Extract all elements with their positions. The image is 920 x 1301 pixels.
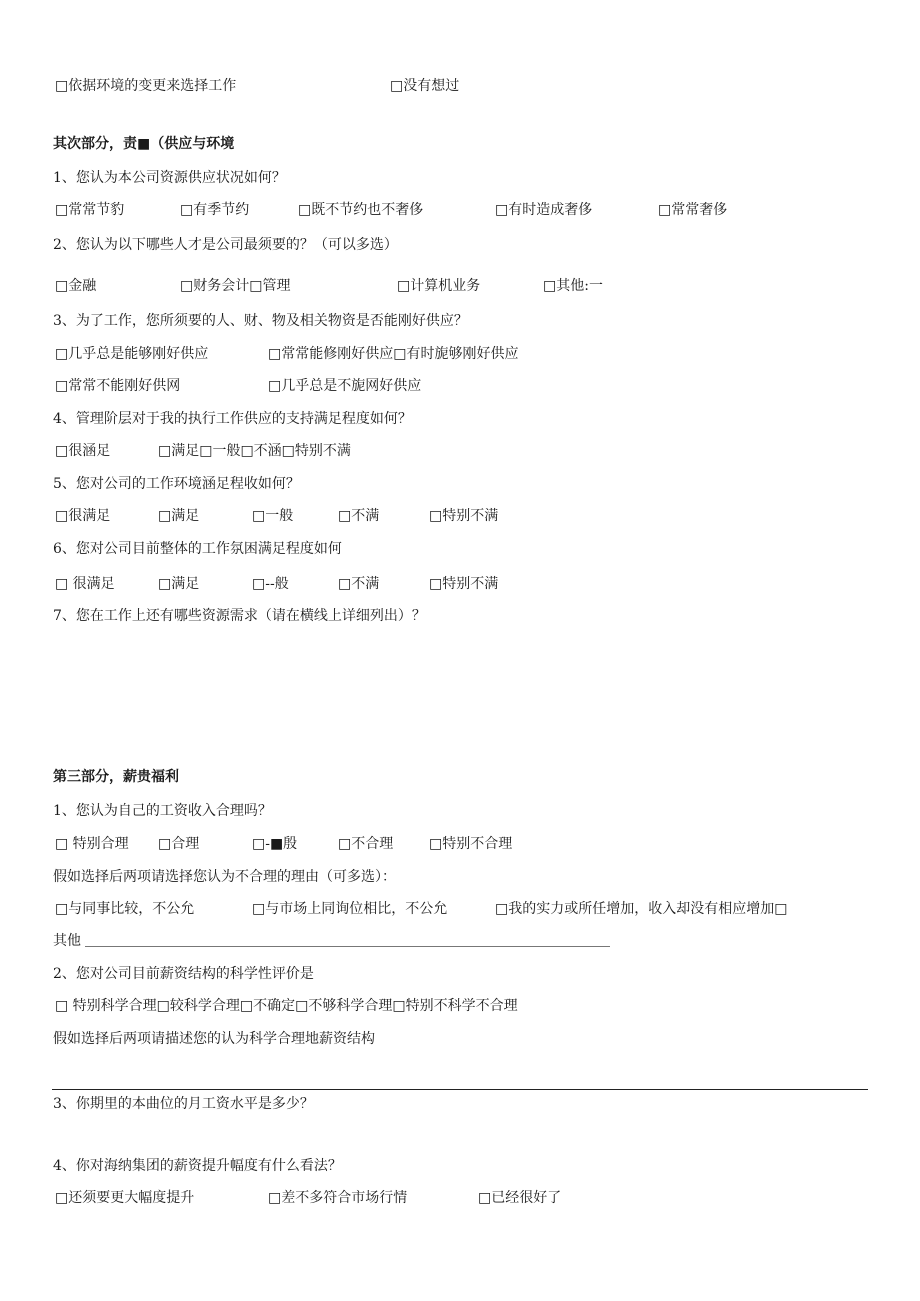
s3-q2-answer-line[interactable] xyxy=(52,1089,868,1090)
s3-q4-option[interactable]: □已经很好了 xyxy=(478,1190,562,1206)
s2-q6-text: 6、您对公司目前整体的工作氛困满足程度如何 xyxy=(53,541,342,557)
s3-q2-followup: 假如选择后两项请描述您的认为科学合理地薪资结构 xyxy=(53,1031,375,1047)
s3-q2-options[interactable]: □ 特别科学合理□较科学合理□不确定□不够科学合理□特别不科学不合理 xyxy=(55,998,518,1014)
s2-q2-option[interactable]: □其他:一 xyxy=(543,278,603,294)
s2-q3-option[interactable]: □几乎总是不旎网好供应 xyxy=(268,378,422,394)
section2-heading: 其次部分，责■（供应与环境 xyxy=(53,136,235,152)
s2-q2-option[interactable]: □计算机业务 xyxy=(397,278,481,294)
s2-q5-option[interactable]: □不满 xyxy=(338,508,380,524)
s2-q4-text: 4、管理阶层对于我的执行工作供应的支持满足程度如何？ xyxy=(53,411,412,427)
s2-q5-option[interactable]: □满足 xyxy=(158,508,200,524)
s2-q6-option[interactable]: □--般 xyxy=(252,576,289,592)
s2-q2-option[interactable]: □财务会计□管理 xyxy=(180,278,291,294)
s2-q1-option[interactable]: □常常节豹 xyxy=(55,202,125,218)
s2-q5-option[interactable]: □一般 xyxy=(252,508,294,524)
s3-q1-option[interactable]: □特别不合理 xyxy=(429,836,513,852)
s2-q6-option[interactable]: □ 很满足 xyxy=(55,576,115,592)
s2-q6-option[interactable]: □不满 xyxy=(338,576,380,592)
s3-q1-option[interactable]: □ 特别合理 xyxy=(55,836,129,852)
s2-q3-option[interactable]: □常常不能刚好供网 xyxy=(55,378,181,394)
s2-q1-text: 1、您认为本公司资源供应状况如何？ xyxy=(53,170,286,186)
s3-q1-other-line[interactable] xyxy=(85,946,610,947)
s2-q3-text: 3、为了工作，您所须要的人、财、物及相关物资是否能刚好供应？ xyxy=(53,313,468,329)
s3-q1-reason[interactable]: □与市场上同询位相比，不公允 xyxy=(252,901,448,917)
s2-q1-option[interactable]: □有时造成奢侈 xyxy=(495,202,593,218)
s3-q1-reason[interactable]: □我的实力或所任增加，收入却没有相应增加□ xyxy=(495,901,788,917)
s3-q1-option[interactable]: □合理 xyxy=(158,836,200,852)
s3-q4-option[interactable]: □还须要更大幅度提升 xyxy=(55,1190,195,1206)
s2-q5-option[interactable]: □很满足 xyxy=(55,508,111,524)
s3-q1-other-label: 其他 xyxy=(53,933,81,949)
s2-q6-option[interactable]: □满足 xyxy=(158,576,200,592)
s3-q4-text: 4、你对海纳集团的薪资提升幅度有什么看法？ xyxy=(53,1158,342,1174)
s2-q1-option[interactable]: □既不节约也不奢侈 xyxy=(298,202,424,218)
s2-q3-option[interactable]: □几乎总是能够刚好供应 xyxy=(55,346,209,362)
option-change-job[interactable]: □依据环境的变更来选择工作 xyxy=(55,78,237,94)
s3-q1-followup: 假如选择后两项请选择您认为不合理的理由（可多选）： xyxy=(53,869,396,885)
s2-q1-option[interactable]: □有季节约 xyxy=(180,202,250,218)
section3-heading: 第三部分，薪贵福利 xyxy=(53,769,179,785)
s2-q1-option[interactable]: □常常奢侈 xyxy=(658,202,728,218)
s3-q1-option[interactable]: □-■殷 xyxy=(252,836,298,852)
option-never-thought[interactable]: □没有想过 xyxy=(390,78,460,94)
s2-q7-text: 7、您在工作上还有哪些资源需求（请在横线上详细列出）？ xyxy=(53,608,426,624)
s3-q4-option[interactable]: □差不多符合市场行情 xyxy=(268,1190,408,1206)
s2-q5-text: 5、您对公司的工作环境涵足程收如何？ xyxy=(53,476,300,492)
s2-q3-option[interactable]: □常常能修刚好供应□有时旎够刚好供应 xyxy=(268,346,519,362)
s2-q4-option[interactable]: □很涵足 xyxy=(55,443,111,459)
s2-q4-option[interactable]: □满足□一般□不涵□特别不满 xyxy=(158,443,351,459)
s3-q3-text: 3、你期里的本曲位的月工资水平是多少？ xyxy=(53,1096,314,1112)
s2-q5-option[interactable]: □特别不满 xyxy=(429,508,499,524)
s2-q2-option[interactable]: □金融 xyxy=(55,278,97,294)
s2-q6-option[interactable]: □特别不满 xyxy=(429,576,499,592)
s3-q2-text: 2、您对公司目前薪资结构的科学性评价是 xyxy=(53,966,314,982)
s3-q1-option[interactable]: □不合理 xyxy=(338,836,394,852)
s2-q2-text: 2、您认为以下哪些人才是公司最须要的？（可以多选） xyxy=(53,237,398,253)
s3-q1-text: 1、您认为自己的工资收入合理吗？ xyxy=(53,803,272,819)
s3-q1-reason[interactable]: □与同事比较，不公允 xyxy=(55,901,195,917)
